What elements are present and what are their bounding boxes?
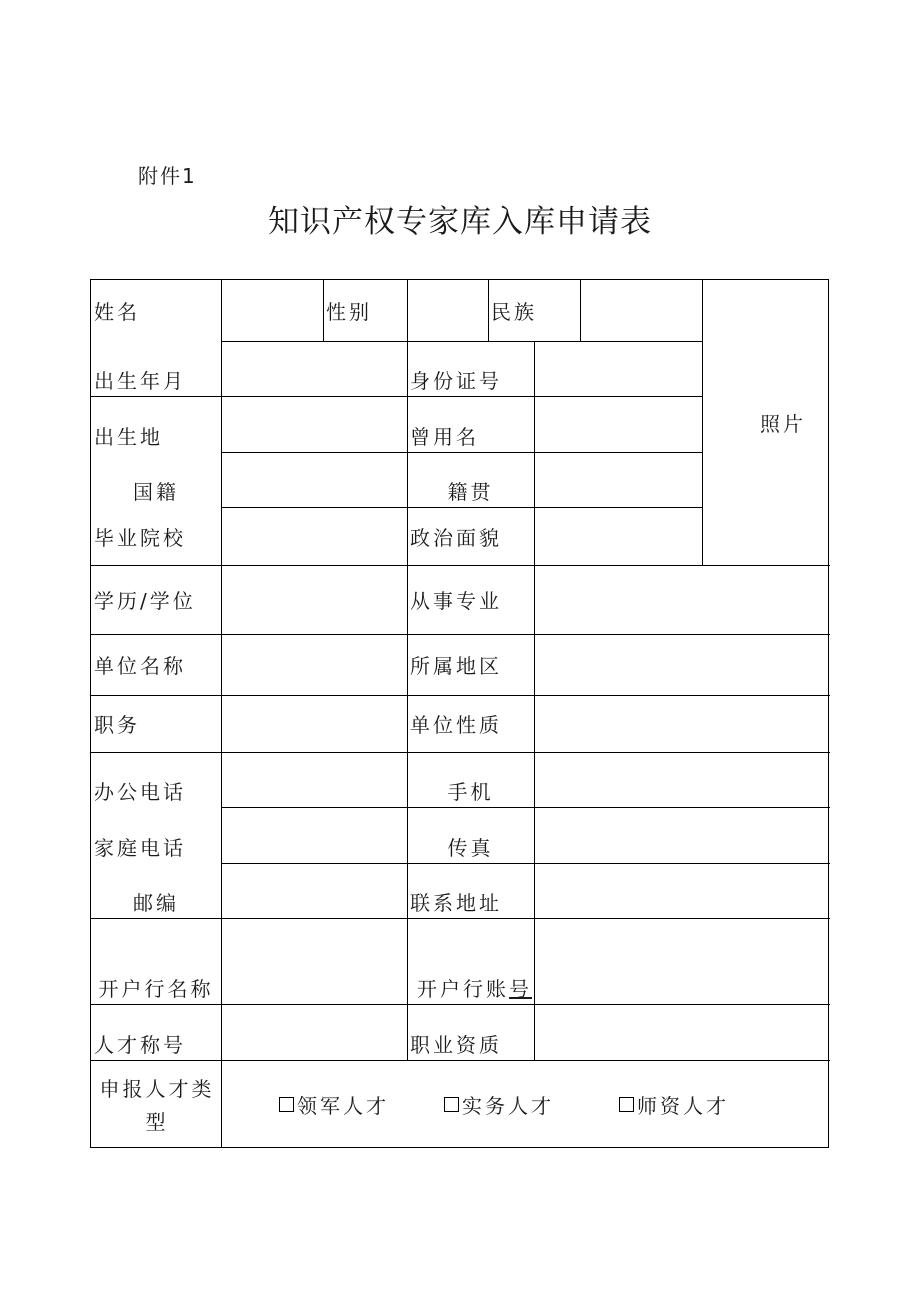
option-teaching-talent[interactable]: [619, 1090, 729, 1119]
specialty-value[interactable]: [534, 565, 830, 634]
birthplace-label: 出生地: [94, 425, 163, 449]
address-value[interactable]: [534, 863, 830, 918]
region-value[interactable]: [534, 634, 830, 695]
school-label: 毕业院校: [94, 525, 186, 550]
birth-date-value[interactable]: [221, 341, 407, 396]
mobile-value[interactable]: [534, 752, 830, 807]
bank-account-value[interactable]: [534, 918, 830, 1004]
name-label: 姓名: [94, 300, 140, 324]
talent-title-label: 人才称号: [94, 1033, 186, 1057]
attachment-label: 附件1: [138, 164, 197, 188]
option-label: 实务人才: [462, 1093, 554, 1118]
page-title: 知识产权专家库入库申请表: [268, 204, 652, 240]
postcode-value[interactable]: [221, 863, 407, 918]
employer-value[interactable]: [221, 634, 407, 695]
former-name-label: 曾用名: [410, 425, 479, 449]
option-label: 师资人才: [637, 1093, 729, 1118]
home-phone-label: 家庭电话: [94, 836, 186, 860]
checkbox-icon[interactable]: [444, 1097, 459, 1112]
school-value[interactable]: [221, 507, 407, 565]
native-place-label: 籍贯: [447, 480, 494, 504]
employer-type-label: 单位性质: [410, 713, 502, 737]
office-phone-label: 办公电话: [94, 780, 186, 804]
native-place-value[interactable]: [534, 452, 702, 507]
ethnicity-value[interactable]: [580, 280, 702, 341]
option-practical-talent[interactable]: [444, 1090, 554, 1119]
talent-type-options: [221, 1060, 830, 1148]
address-label: 联系地址: [410, 891, 502, 915]
fax-value[interactable]: [534, 807, 830, 863]
option-label: 领军人才: [297, 1093, 389, 1118]
degree-label: 学历/学位: [94, 589, 196, 613]
employer-type-value[interactable]: [534, 695, 830, 752]
ethnicity-label: 民族: [491, 300, 537, 324]
political-status-value[interactable]: [534, 507, 702, 565]
employer-label: 单位名称: [94, 654, 186, 678]
application-form-table: [90, 279, 829, 1148]
political-status-label: 政治面貌: [410, 525, 502, 550]
bank-account-label-tail: 号: [509, 977, 532, 1001]
position-value[interactable]: [221, 695, 407, 752]
gender-label: 性别: [326, 300, 372, 324]
checkbox-icon[interactable]: [619, 1097, 634, 1112]
office-phone-value[interactable]: [221, 752, 407, 807]
mobile-label: 手机: [447, 780, 494, 804]
photo-box[interactable]: 照片: [760, 412, 806, 436]
checkbox-icon[interactable]: [279, 1097, 294, 1112]
degree-value[interactable]: [221, 565, 407, 634]
bank-name-value[interactable]: [221, 918, 407, 1004]
fax-label: 传真: [447, 836, 494, 860]
talent-type-label: 申报人才类型: [99, 1077, 215, 1134]
id-number-value[interactable]: [534, 341, 702, 396]
home-phone-value[interactable]: [221, 807, 407, 863]
qualification-label: 职业资质: [410, 1033, 502, 1057]
id-number-label: 身份证号: [410, 369, 502, 393]
birth-date-label: 出生年月: [94, 369, 186, 393]
qualification-value[interactable]: [534, 1004, 830, 1060]
birthplace-value[interactable]: [221, 396, 407, 452]
talent-title-value[interactable]: [221, 1004, 407, 1060]
gender-value[interactable]: [407, 280, 488, 341]
bank-name-label: 开户行名称: [98, 977, 214, 1001]
nationality-value[interactable]: [221, 452, 407, 507]
name-value[interactable]: [221, 280, 323, 341]
region-label: 所属地区: [410, 654, 502, 678]
former-name-value[interactable]: [534, 396, 702, 452]
option-leading-talent[interactable]: [279, 1090, 389, 1119]
postcode-label: 邮编: [133, 891, 179, 915]
specialty-label: 从事专业: [410, 589, 502, 613]
nationality-label: 国籍: [133, 480, 179, 504]
bank-account-label-main: 开户行账: [417, 977, 509, 1001]
position-label: 职务: [94, 713, 140, 737]
bank-account-label: [407, 918, 534, 1004]
